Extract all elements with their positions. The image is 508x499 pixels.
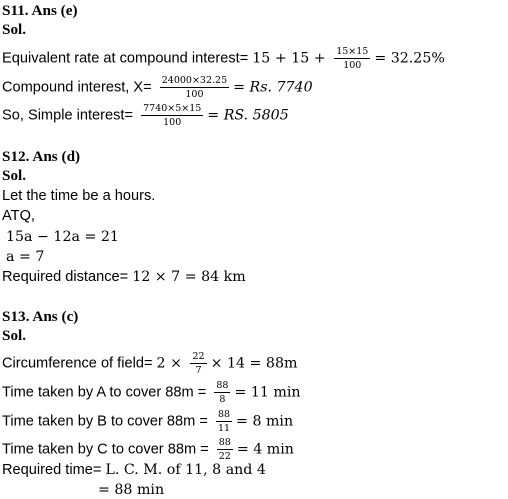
s11-sol-label: Sol. [2, 21, 27, 38]
s11-line1-expr2: = 32.25% [374, 50, 445, 67]
fraction-denominator: 100 [163, 117, 182, 128]
s11-line3-fraction [141, 103, 203, 128]
s12-value-line: a = 7 [6, 249, 45, 265]
fraction-numerator: 22 [192, 351, 205, 362]
s13-line3-text: Time taken by B to cover 88m = [2, 413, 212, 430]
s13-sol-label: Sol. [2, 327, 27, 344]
s11-simple-interest-line [2, 103, 289, 128]
s11-heading: S11. Ans (e) [2, 2, 78, 19]
s13-time-b-line [2, 409, 293, 434]
s13-line2-text: Time taken by A to cover 88m = [2, 384, 211, 401]
fraction-denominator: 7 [195, 365, 202, 376]
s11-line2-expr: = Rs. 7740 [233, 79, 313, 96]
s11-compound-interest-line [2, 75, 313, 100]
s13-line1-text: Circumference of field= [2, 355, 157, 372]
s11-line3-expr: = RS. 5805 [207, 107, 289, 124]
s12-line5-expr: 12 × 7 = 84 km [132, 269, 246, 285]
s13-time-a-line [2, 380, 301, 405]
fraction-denominator: 11 [217, 423, 231, 434]
s12-required-distance-line [2, 268, 246, 286]
s13-line4-text: Time taken by C to cover 88m = [2, 441, 213, 458]
s11-line2-text: Compound interest, X= [2, 79, 156, 96]
fraction-numerator: 7740×5×15 [143, 103, 202, 114]
s13-line5-text: Required time= [2, 462, 106, 478]
s13-line4-expr: = 4 min [236, 441, 294, 458]
fraction-numerator: 88 [218, 437, 231, 448]
fraction-denominator: 100 [185, 89, 204, 100]
s11-equivalent-rate-line [2, 46, 445, 71]
s13-line5-expr: L. C. M. of 11, 8 and 4 [105, 462, 266, 478]
s13-line3-fraction [216, 409, 232, 434]
s13-line4-fraction [217, 437, 233, 462]
s13-line1-expr1: 2 × [156, 355, 187, 372]
fraction-denominator: 100 [343, 60, 362, 71]
s11-line3-text: So, Simple interest= [2, 107, 138, 124]
s12-line5-text: Required distance= [2, 269, 133, 285]
fraction-numerator: 88 [217, 409, 231, 420]
fraction-denominator: 22 [218, 451, 231, 462]
fraction-numerator: 88 [216, 380, 229, 391]
fraction-numerator: 15×15 [336, 46, 369, 57]
s11-line2-fraction [160, 75, 229, 100]
s13-line2-fraction [214, 380, 230, 405]
fraction-numerator: 24000×32.25 [161, 75, 228, 86]
s11-line1-fraction [334, 46, 370, 71]
s13-line1-fraction [190, 351, 206, 376]
s13-result-line: = 88 min [98, 482, 165, 498]
fraction-denominator: 8 [219, 394, 226, 405]
s12-equation-line: 15a − 12a = 21 [6, 229, 119, 245]
s12-line2: ATQ, [2, 208, 35, 224]
s13-circumference-line [2, 351, 297, 376]
s13-line1-expr2: × 14 = 88m [210, 355, 298, 372]
s13-line3-expr: = 8 min [236, 413, 294, 430]
s12-line1: Let the time be a hours. [2, 188, 156, 204]
s11-line1-expr1: 15 + 15 + [252, 50, 331, 67]
s13-required-time-line [2, 461, 266, 479]
s12-sol-label: Sol. [2, 167, 27, 184]
s12-heading: S12. Ans (d) [2, 148, 81, 165]
s13-heading: S13. Ans (c) [2, 308, 79, 325]
s13-time-c-line [2, 437, 294, 462]
s11-line1-text: Equivalent rate at compound interest= [2, 50, 253, 67]
s13-line2-expr: = 11 min [234, 384, 301, 401]
